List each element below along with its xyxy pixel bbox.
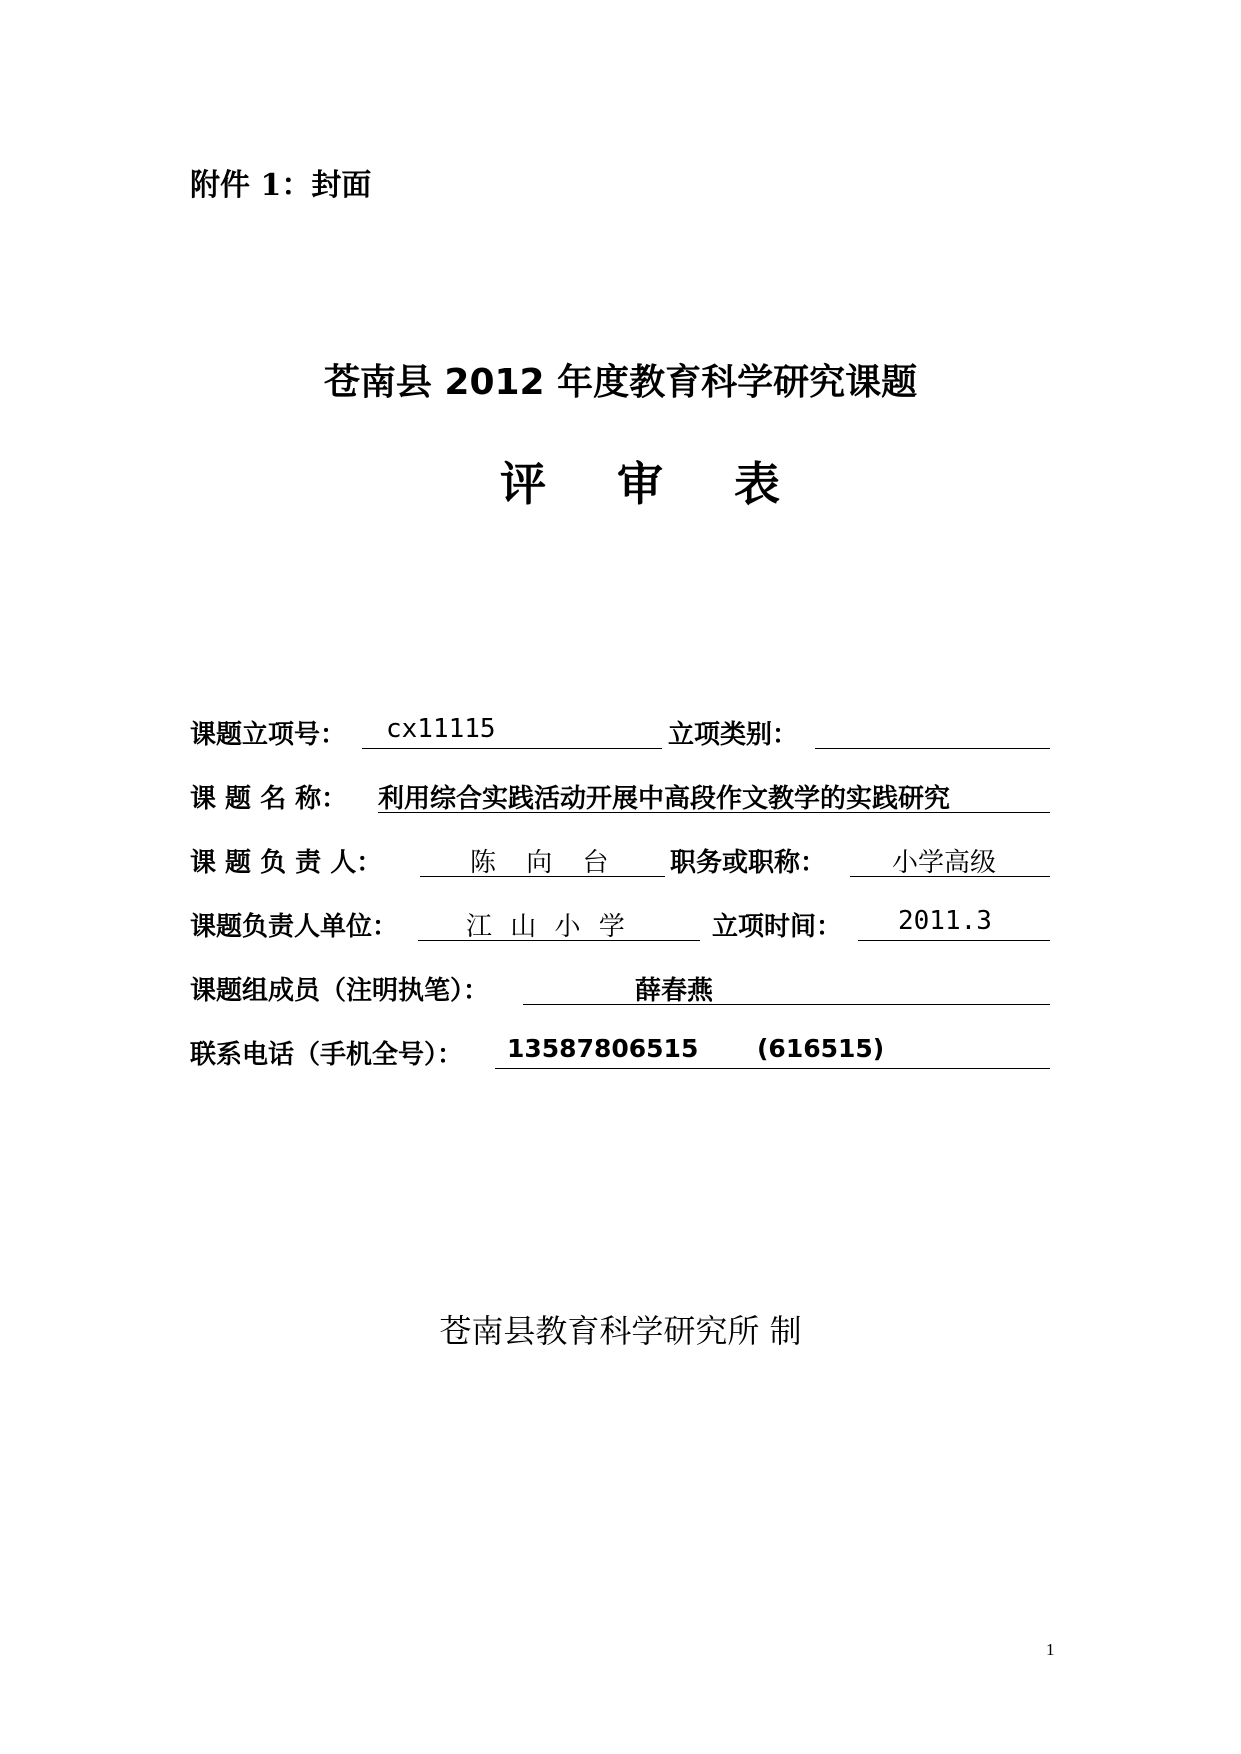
topic-name-field <box>378 778 1050 813</box>
contact-phone-value: 13587806515 <box>507 1034 699 1063</box>
leader-label: 课 题 负 责 人： <box>190 848 383 878</box>
contact-field <box>495 1034 1050 1069</box>
contact-label: 联系电话（手机全号）： <box>190 1040 464 1070</box>
leader-field <box>420 842 665 877</box>
approval-time-field <box>858 906 1050 941</box>
page-number: 1 <box>1046 1640 1055 1659</box>
project-no-label: 课题立项号： <box>190 720 347 750</box>
form-row-leader <box>190 842 1050 878</box>
approval-time-label: 立项时间： <box>712 912 843 942</box>
project-no-field <box>362 714 662 749</box>
document-subtitle <box>500 448 780 514</box>
document-title: 苍南县 2012 年度教育科学研究课题 <box>323 362 918 403</box>
members-value: 薛春燕 <box>635 976 714 1006</box>
unit-label: 课题负责人单位： <box>190 912 399 942</box>
approval-time-value: 2011.3 <box>898 906 992 936</box>
topic-name-label: 课 题 名 称： <box>190 784 348 814</box>
position-value: 小学高级 <box>892 848 997 878</box>
attachment-label: 附件 1：封面 <box>190 168 372 203</box>
subtitle-char: 表 <box>734 457 780 511</box>
contact-short-phone-value: (616515) <box>757 1034 885 1063</box>
form-row-project <box>190 714 1050 750</box>
category-label: 立项类别： <box>668 720 799 750</box>
subtitle-char: 审 <box>617 457 663 511</box>
unit-field <box>418 906 700 941</box>
issuer-footer: 苍南县教育科学研究所 制 <box>439 1312 802 1350</box>
form-row-topic <box>190 778 1050 814</box>
position-label: 职务或职称： <box>670 848 827 878</box>
members-field <box>523 970 1050 1005</box>
project-no-value: cx11115 <box>386 714 496 744</box>
category-field <box>815 714 1050 749</box>
form-row-members <box>190 970 1050 1006</box>
members-label: 课题组成员（注明执笔）： <box>190 976 490 1006</box>
leader-value: 陈 向 台 <box>470 848 609 878</box>
form-row-contact <box>190 1034 1050 1070</box>
unit-value: 江 山 小 学 <box>466 912 625 942</box>
form-row-unit <box>190 906 1050 942</box>
topic-name-value: 利用综合实践活动开展中高段作文教学的实践研究 <box>378 784 951 814</box>
subtitle-char: 评 <box>500 457 546 511</box>
position-field <box>850 842 1050 877</box>
